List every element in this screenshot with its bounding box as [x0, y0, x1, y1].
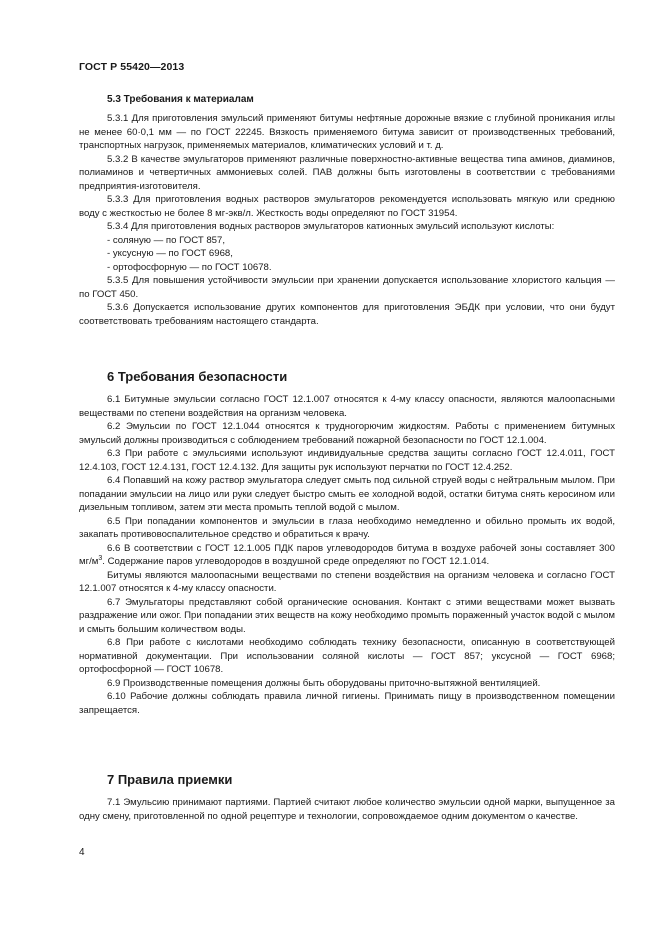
- para-5-3-1: 5.3.1 Для приготовления эмульсий применяют битумы нефтяные дорожные вязкие с глубиной проникания иглы не менее 60·0,1 мм — по ГОСТ 22245. Вязкость применяемого битума зависит от производственных требований, транспортных нагрузок, применяемых материалов, климатических условий и т. д.: [79, 113, 615, 151]
- para-6-6: [79, 542, 615, 569]
- para-6-5: 6.5 При попадании компонентов и эмульсии в глаза необходимо немедленно и обильно промыть их водой, закапать противовоспалительное средство и обратиться к врачу.: [79, 515, 615, 540]
- para-6-1: 6.1 Битумные эмульсии согласно ГОСТ 12.1.007 относятся к 4-му классу опасности, являются малоопасными веществами по степени воздействия на организм человека.: [79, 394, 615, 419]
- para-5-3-4: 5.3.4 Для приготовления водных растворов эмульгаторов катионных эмульсий используют кислоты:: [107, 221, 555, 232]
- para-5-3-2: 5.3.2 В качестве эмульгаторов применяют различные поверхностно-активные вещества типа аминов, диаминов, полиаминов и четвертичных аммониевых солей. ПАВ должны быть изготовлены в соответствии с требованиями предприятия-изготовителя.: [79, 153, 615, 192]
- para-6-8: 6.8 При работе с кислотами необходимо соблюдать технику безопасности, описанную в соответствующей нормативной документации. При использовании соляной кислоты — ГОСТ 857; уксусной — ГОСТ 6968; ортофосфорной — ГОСТ 10678.: [79, 637, 615, 675]
- para-6-9: 6.9 Производственные помещения должны быть оборудованы приточно-вытяжной вентиляцией.: [107, 677, 541, 689]
- page-number: 4: [79, 847, 85, 858]
- section-6-body: [79, 393, 615, 717]
- para-6-6-text-a: 6.6 В соответствии с ГОСТ 12.1.005 ПДК паров углеводородов битума в воздухе рабочей зоны составляет 300 мг/м: [79, 542, 615, 567]
- para-6-4: 6.4 Попавший на кожу раствор эмульгатора следует смыть под сильной струей воды с нейтральным мылом. При попадании эмульсии на лицо или руки следует быстро смыть ее холодной водой, остатки битума снять керосином или дизельным топливом, затем эти места промыть теплой водой с мылом.: [79, 475, 615, 513]
- section-6-title: 6 Требования безопасности: [107, 369, 288, 384]
- para-7-1: 7.1 Эмульсию принимают партиями. Партией считают любое количество эмульсии одной марки, выпущенное за одну смену, приготовленной по одной рецептуре и технологии, сопровождаемое одним документом о качестве.: [79, 797, 615, 822]
- para-5-3-6: 5.3.6 Допускается использование других компонентов для приготовления ЭБДК при условии, что они будут соответствовать требованиям настоящего стандарта.: [79, 302, 615, 327]
- para-6-2: 6.2 Эмульсии по ГОСТ 12.1.044 относятся к трудногорючим жидкостям. Работы с применением битумных эмульсий должны производиться с соблюдением требований пожарной безопасности по ГОСТ 12.1.004.: [79, 421, 615, 446]
- page-header: ГОСТ Р 55420—2013: [79, 61, 185, 73]
- para-6-6-cont: Битумы являются малоопасными веществами по степени воздействия на организм человека и согласно ГОСТ 12.1.007 относятся к 4-му классу опасности.: [79, 569, 615, 594]
- superscript-3: 3: [98, 554, 103, 562]
- para-6-3: 6.3 При работе с эмульсиями используют индивидуальные средства защиты согласно ГОСТ 12.4.011, ГОСТ 12.4.103, ГОСТ 12.4.131, ГОСТ 12.4.132. Для защиты рук используют перчатки по ГОСТ 12.4.252.: [79, 448, 615, 473]
- list-item: - уксусную — по ГОСТ 6968,: [107, 248, 233, 259]
- section-7-title: 7 Правила приемки: [107, 772, 233, 787]
- list-item: - ортофосфорную — по ГОСТ 10678.: [107, 261, 272, 273]
- para-5-3-5: 5.3.5 Для повышения устойчивости эмульсии при хранении допускается использование хлористого кальция — по ГОСТ 450.: [79, 275, 615, 300]
- section-7-body: [79, 796, 615, 823]
- section-5-3-body: [79, 112, 615, 328]
- para-5-3-3: 5.3.3 Для приготовления водных растворов эмульгаторов рекомендуется использовать мягкую или среднюю воду с жесткостью не более 8 мг-экв/л. Жесткость воды определяют по ГОСТ 31954.: [79, 194, 615, 219]
- para-6-10: 6.10 Рабочие должны соблюдать правила личной гигиены. Принимать пищу в производственном помещении запрещается.: [79, 691, 615, 716]
- para-6-7: 6.7 Эмульгаторы представляют собой органические основания. Контакт с этими веществами может вызвать раздражение или ожог. При попадании этих веществ на кожу необходимо промыть пораженный участок водой с мылом и смыть большим количеством воды.: [79, 596, 615, 635]
- section-5-3-title: 5.3 Требования к материалам: [107, 94, 254, 105]
- para-6-6-text-b: . Содержание паров углеводородов в воздушной среде определяют по ГОСТ 12.1.014.: [102, 556, 490, 567]
- list-item: - соляную — по ГОСТ 857,: [107, 234, 226, 246]
